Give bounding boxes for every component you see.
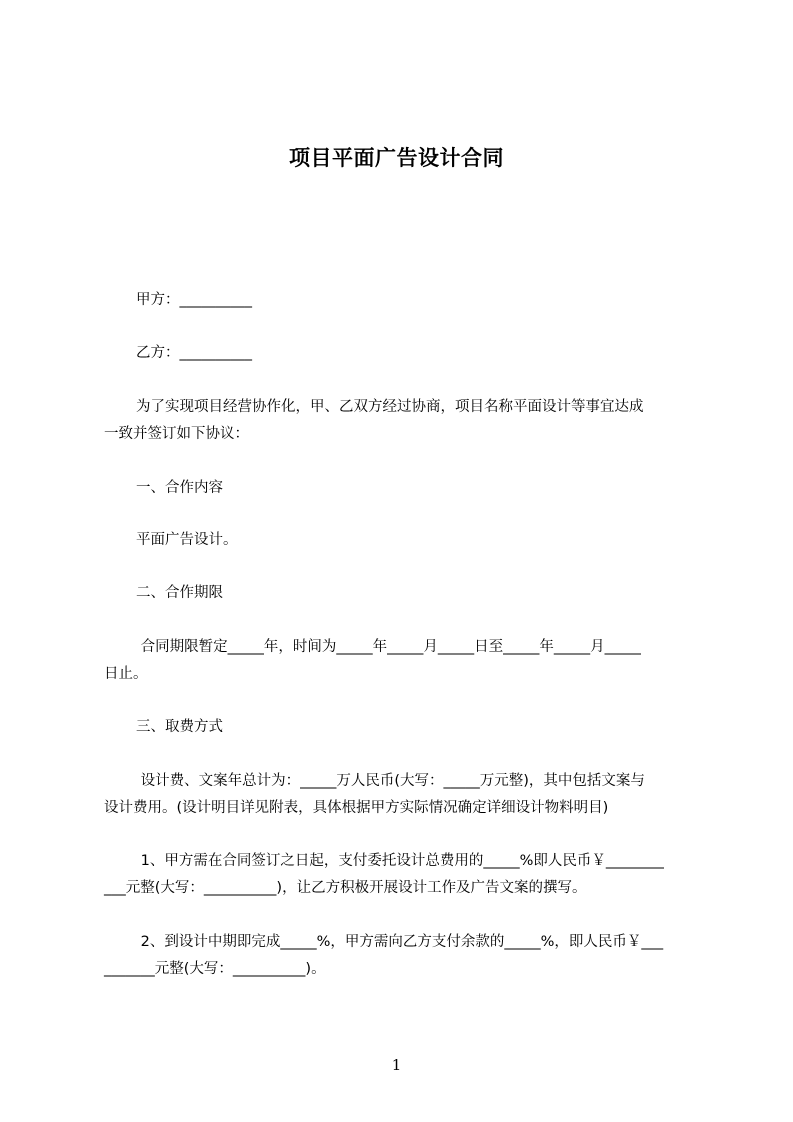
section1-heading: 一、合作内容 — [136, 480, 223, 496]
section2-line-2: 日止。 — [104, 666, 148, 682]
section3-line-2: 设计费用。(设计明目详见附表，具体根据甲方实际情况确定详细设计物料明目) — [104, 800, 609, 816]
section3-line-1: 设计费、文案年总计为：_____万人民币(大写：_____万元整)，其中包括文案与 — [136, 773, 645, 789]
intro-line-1: 为了实现项目经营协作化，甲、乙双方经过协商，项目名称平面设计等事宜达成 — [136, 399, 644, 415]
page-number: 1 — [391, 1056, 402, 1074]
section2-heading: 二、合作期限 — [136, 585, 223, 601]
party-b-line: 乙方：__________ — [136, 345, 252, 361]
section1-content: 平面广告设计。 — [136, 532, 238, 548]
document-title: 项目平面广告设计合同 — [289, 146, 504, 170]
intro-line-2: 一致并签订如下协议： — [104, 426, 249, 442]
section3-heading: 三、取费方式 — [136, 719, 223, 735]
item2-line-2: _______元整(大写：__________)。 — [104, 961, 326, 977]
section2-line-1: 合同期限暂定_____年，时间为_____年_____月_____日至_____年_____月_____ — [136, 639, 641, 655]
item1-line-2: ___元整(大写：__________)，让乙方积极开展设计工作及广告文案的撰写。 — [104, 880, 587, 896]
item2-line-1: 2、到设计中期即完成_____%，甲方需向乙方支付余款的_____%，即人民币￥___ — [136, 934, 664, 950]
party-a-line: 甲方：__________ — [136, 292, 252, 308]
item1-line-1: 1、甲方需在合同签订之日起，支付委托设计总费用的_____%即人民币￥________ — [136, 853, 664, 869]
